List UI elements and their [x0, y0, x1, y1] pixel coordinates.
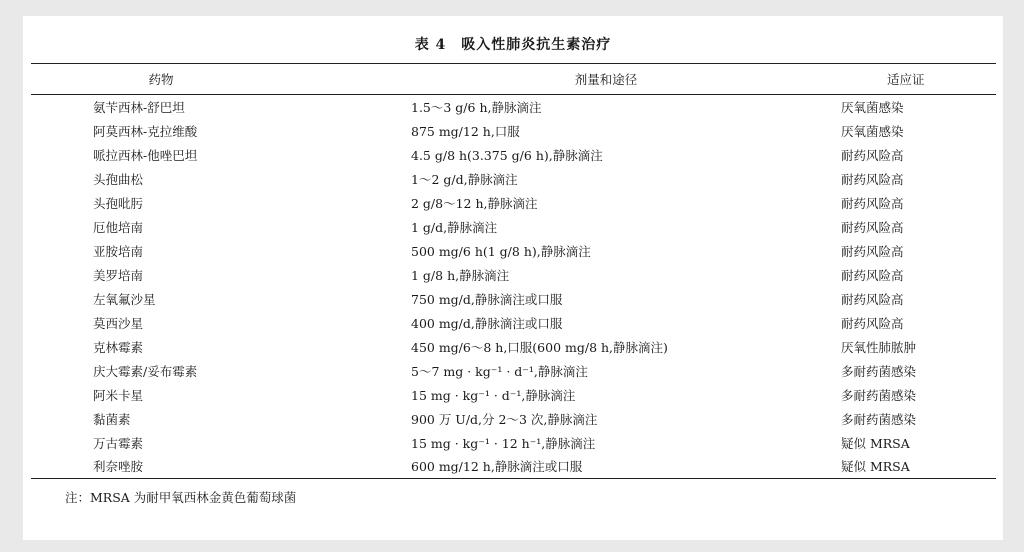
indication-cell: 耐药风险高 — [841, 171, 904, 187]
table-row — [31, 311, 996, 335]
drug-cell: 头孢吡肟 — [93, 195, 144, 211]
table-title: 表 4 吸入性肺炎抗生素治疗 — [414, 37, 612, 53]
table-row — [31, 119, 996, 143]
drug-cell: 氨苄西林-舒巴坦 — [93, 99, 185, 115]
indication-cell: 厌氧性肺脓肿 — [841, 339, 917, 355]
table-row — [31, 239, 996, 263]
table-row — [31, 215, 996, 239]
drug-cell: 庆大霉素/妥布霉素 — [93, 363, 198, 379]
dose-route-cell: 500 mg/6 h(1 g/8 h),静脉滴注 — [411, 243, 591, 259]
dose-route-cell: 450 mg/6～8 h,口服(600 mg/8 h,静脉滴注) — [411, 339, 668, 355]
indication-cell: 疑似 MRSA — [841, 435, 910, 451]
indication-cell: 厌氧菌感染 — [841, 123, 904, 139]
dose-route-cell: 5～7 mg · kg⁻¹ · d⁻¹,静脉滴注 — [411, 363, 588, 379]
table-footnote: 注：MRSA 为耐甲氧西林金黄色葡萄球菌 — [65, 490, 297, 505]
drug-cell: 美罗培南 — [93, 267, 144, 283]
drug-cell: 头孢曲松 — [93, 171, 144, 187]
dose-route-cell: 15 mg · kg⁻¹ · d⁻¹,静脉滴注 — [411, 387, 576, 403]
table-header-row — [31, 64, 996, 95]
dose-route-cell: 400 mg/d,静脉滴注或口服 — [411, 315, 563, 331]
table-row — [31, 383, 996, 407]
table-row — [31, 191, 996, 215]
dose-route-cell: 600 mg/12 h,静脉滴注或口服 — [411, 455, 841, 479]
drug-cell: 哌拉西林-他唑巴坦 — [93, 147, 198, 163]
table-row — [31, 95, 996, 119]
dose-route-cell: 15 mg · kg⁻¹ · 12 h⁻¹,静脉滴注 — [411, 435, 596, 451]
indication-cell: 耐药风险高 — [841, 195, 904, 211]
dose-route-cell: 1 g/8 h,静脉滴注 — [411, 267, 510, 283]
indication-cell: 耐药风险高 — [841, 243, 904, 259]
header-indication: 适应证 — [841, 64, 996, 95]
table-row — [31, 287, 996, 311]
dose-route-cell: 875 mg/12 h,口服 — [411, 123, 520, 139]
dose-route-cell: 2 g/8～12 h,静脉滴注 — [411, 195, 538, 211]
drug-cell: 阿米卡星 — [93, 387, 144, 403]
drug-cell: 莫西沙星 — [93, 315, 144, 331]
drug-cell: 阿莫西林-克拉维酸 — [93, 123, 198, 139]
indication-cell: 疑似 MRSA — [841, 455, 996, 479]
table-row — [31, 359, 996, 383]
indication-cell: 多耐药菌感染 — [841, 387, 917, 403]
dose-route-cell: 1 g/d,静脉滴注 — [411, 219, 498, 235]
dose-route-cell: 750 mg/d,静脉滴注或口服 — [411, 291, 563, 307]
drug-cell: 黏菌素 — [93, 411, 131, 427]
indication-cell: 厌氧菌感染 — [841, 99, 904, 115]
table-row — [31, 143, 996, 167]
dose-route-cell: 1～2 g/d,静脉滴注 — [411, 171, 518, 187]
antibiotic-table — [31, 63, 996, 479]
header-dose-route: 剂量和途径 — [411, 64, 841, 95]
indication-cell: 多耐药菌感染 — [841, 363, 917, 379]
indication-cell: 多耐药菌感染 — [841, 411, 917, 427]
drug-cell: 厄他培南 — [93, 219, 144, 235]
table-row — [31, 335, 996, 359]
table-row — [31, 263, 996, 287]
indication-cell: 耐药风险高 — [841, 291, 904, 307]
indication-cell: 耐药风险高 — [841, 267, 904, 283]
drug-cell: 利奈唑胺 — [31, 455, 411, 479]
header-drug: 药物 — [31, 64, 411, 95]
table-row — [31, 431, 996, 455]
table-body — [31, 95, 996, 479]
drug-cell: 万古霉素 — [93, 435, 144, 451]
dose-route-cell: 1.5～3 g/6 h,静脉滴注 — [411, 99, 542, 115]
table-row — [31, 455, 996, 479]
indication-cell: 耐药风险高 — [841, 315, 904, 331]
indication-cell: 耐药风险高 — [841, 147, 904, 163]
drug-cell: 克林霉素 — [93, 339, 144, 355]
indication-cell: 耐药风险高 — [841, 219, 904, 235]
table-row — [31, 407, 996, 431]
document-page — [23, 16, 1003, 540]
dose-route-cell: 900 万 U/d,分 2～3 次,静脉滴注 — [411, 411, 598, 427]
table-row — [31, 167, 996, 191]
drug-cell: 左氧氟沙星 — [93, 291, 156, 307]
dose-route-cell: 4.5 g/8 h(3.375 g/6 h),静脉滴注 — [411, 147, 603, 163]
drug-cell: 亚胺培南 — [93, 243, 144, 259]
